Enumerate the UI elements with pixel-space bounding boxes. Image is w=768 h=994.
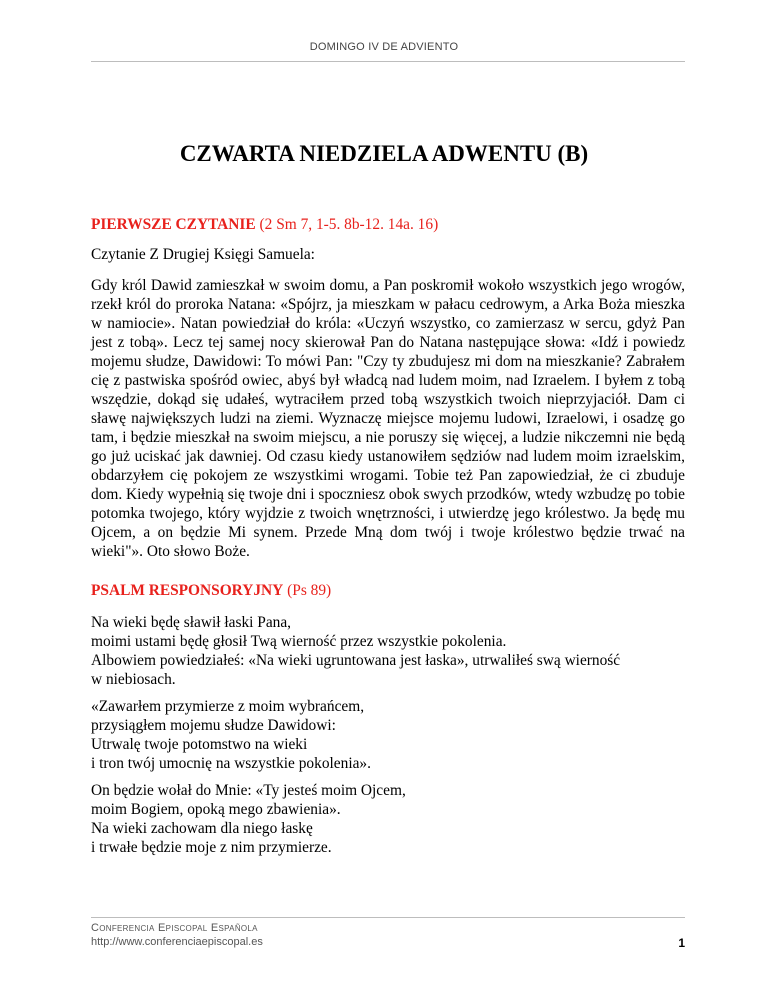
footer-url[interactable]: http://www.conferenciaepiscopal.es: [91, 936, 263, 948]
psalm-line: Na wieki zachowam dla niego łaskę: [91, 820, 313, 837]
psalm-heading: [91, 581, 685, 600]
psalm-line: i tron twój umocnię na wszystkie pokolenia».: [91, 755, 371, 772]
document-body: [91, 215, 685, 857]
psalm-stanza: [91, 781, 685, 857]
psalm-line: Na wieki będę sławił łaski Pana,: [91, 614, 292, 631]
psalm-line: Utrwalę twoje potomstwo na wieki: [91, 736, 308, 753]
running-header: DOMINGO IV DE ADVIENTO: [309, 41, 459, 53]
page-number: 1: [678, 936, 685, 950]
psalm-label: PSALM RESPONSORYJNY: [91, 582, 284, 599]
psalm-line: On będzie wołał do Mnie: «Ty jesteś moim Ojcem,: [91, 782, 406, 799]
first-reading-intro: Czytanie Z Drugiej Księgi Samuela:: [91, 246, 315, 263]
psalm-stanza: [91, 613, 685, 689]
first-reading-reference: (2 Sm 7, 1-5. 8b-12. 14a. 16): [255, 216, 439, 233]
psalm-line: moimi ustami będę głosił Twą wierność przez wszystkie pokolenia.: [91, 633, 507, 650]
first-reading-label: PIERWSZE CZYTANIE: [91, 216, 256, 233]
psalm-line: moim Bogiem, opoką mego zbawienia».: [91, 801, 341, 818]
psalm-stanza: [91, 697, 685, 773]
psalm-line: Albowiem powiedziałeś: «Na wieki ugruntowana jest łaska», utrwaliłeś swą wierność: [91, 652, 621, 669]
psalm-line: «Zawarłem przymierze z moim wybrańcem,: [91, 698, 365, 715]
page-title: CZWARTA NIEDZIELA ADWENTU (B): [179, 141, 589, 166]
footer-divider: [91, 917, 685, 918]
psalm-line: i trwałe będzie moje z nim przymierze.: [91, 839, 332, 856]
psalm-line: w niebiosach.: [91, 671, 176, 688]
psalm-reference: (Ps 89): [283, 582, 332, 599]
first-reading-heading: [91, 215, 685, 234]
footer-organization: Conferencia Episcopal Española: [91, 922, 258, 934]
header-divider: [91, 61, 685, 62]
psalm-line: przysiągłem mojemu słudze Dawidowi:: [91, 717, 336, 734]
first-reading-text: Gdy król Dawid zamieszkał w swoim domu, a Pan poskromił wokoło wszystkich jego wrogów, rzekł król do proroka Natana: «Spójrz, ja mieszkam w pałacu cedrowym, a Arka Boża mieszka w namiocie». Natan powiedział do króla: «Uczyń wszystko, co zamierzasz w sercu, gdyż Pan jest z tobą». Lecz tej samej nocy skierował Pan do Natana następujące słowa: «Idź i powiedz mojemu słudze, Dawidowi: To mówi Pan: "Czy ty zbudujesz mi dom na mieszkanie? Zabrałem cię z pastwiska spośród owiec, abyś był władcą nad ludem moim, nad Izraelem. I byłem z tobą wszędzie, dokąd się udałeś, wytraciłem przed tobą wszystkich twoich nieprzyjaciół. Dam ci sławę największych ludzi na ziemi. Wyznaczę miejsce mojemu ludowi, Izraelowi, i osadzę go tam, i będzie mieszkał na swoim miejscu, a nie poruszy się więcej, a ludzie nikczemni nie będą go już uciskać jak dawniej. Od czasu kiedy ustanowiłem sędziów nad ludem moim izraelskim, obdarzyłem cię pokojem ze wszystkimi wrogami. Tobie też Pan zapowiedział, że ci zbuduje dom. Kiedy wypełnią się twoje dni i spoczniesz obok swych przodków, wtedy wzbudzę po tobie potomka twojego, który wyjdzie z twoich wnętrzności, i utwierdzę jego królestwo. Ja będę mu Ojcem, a on będzie Mi synem. Przede Mną dom twój i twoje królestwo będzie trwać na wieki"». Oto słowo Boże.: [91, 277, 685, 560]
